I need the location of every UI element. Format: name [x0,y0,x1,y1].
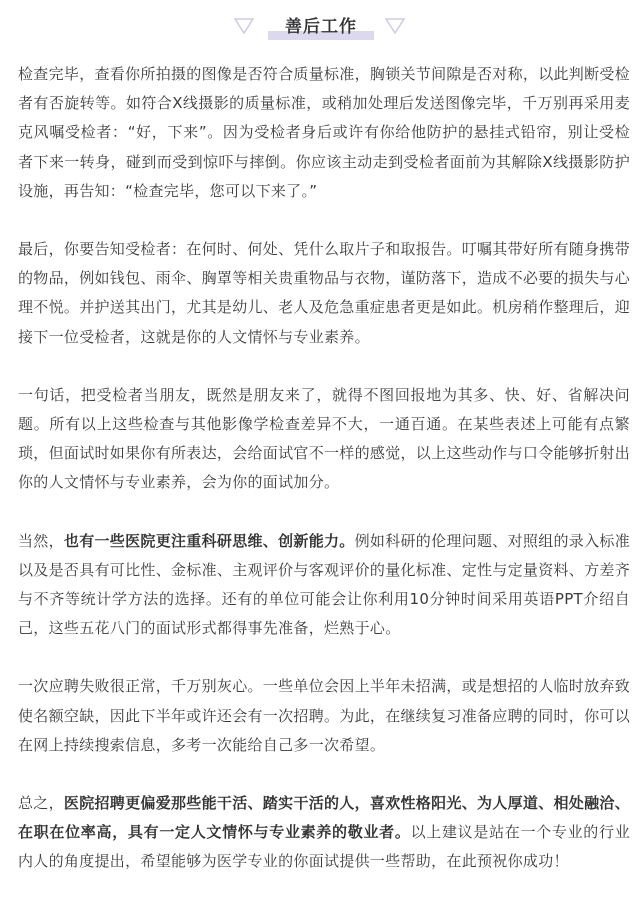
text-span: 最后，你要告知受检者：在何时、何处、凭什么取片子和取报告。叮嘱其带好所有随身携带的物品，例如钱包、雨伞、胸罩等相关贵重物品与衣物，谨防落下，造成不必要的损失与心理不悦。并护送其出门，尤其是幼儿、老人及危急重症患者更是如此。机房稍作整理后，迎接下一位受检者，这就是你的人文情怀与专业素养。 [18,240,631,346]
paragraph [18,235,630,352]
text-span: 总之， [18,794,64,813]
text-span: 以上建议是站在一个专业的行业内人的角度提出，希望能够为医学专业的你面试提供一些帮助，在此预祝你成功！ [18,823,630,871]
article-body [18,60,630,906]
section-title: 善后工作 [285,17,357,37]
paragraph [18,60,630,206]
text-span: 检查完毕，查看你所拍摄的图像是否符合质量标准，胸锁关节间隙是否对称，以此判断受检者有否旋转等。如符合X线摄影的质量标准，或稍加处理后发送图像完毕，千万别再采用麦克风嘱受检者：“好，下来”。因为受检者身后或许有你给他防护的悬挂式铅帘，别让受检者下来一转身，碰到而受到惊吓与摔倒。你应该主动走到受检者面前为其解除X线摄影防护设施，再告知：“检查完毕，您可以下来了。” [18,65,631,200]
text-span: 例如科研的伦理问题、对照组的录入标准以及是否具有可比性、金标准、主观评价与客观评价的量化标准、定性与定量资料、方差齐与不齐等统计学方法的选择。还有的单位可能会让你利用10分钟时间采用英语PPT介绍自己，这些五花八门的面试形式都得事先准备，烂熟于心。 [18,531,631,638]
bold-text: 医院招聘更偏爱那些能干活、踏实干活的人，喜欢性格阳光、为人厚道、相处融洽、在职在位率高，具有一定人文情怀与专业素养的敬业者。 [18,794,631,842]
text-span: 一次应聘失败很正常，千万别灰心。一些单位会因上半年未招满，或是想招的人临时放弃致使名额空缺，因此下半年或许还会有一次招聘。为此，在继续复习准备应聘的同时，你可以在网上持续搜索信息，多考一次能给自己多一次希望。 [18,677,631,754]
section-title-wrap [262,14,380,42]
text-span: 一句话，把受检者当朋友，既然是朋友来了，就得不图回报地为其多、快、好、省解决问题。所有以上这些检查与其他影像学检查差异不大，一通百通。在某些表述上可能有点繁琐，但面试时如果你有所表达，会给面试官不一样的感觉，以上这些动作与口令能够折射出你的人文情怀与专业素养，会为你的面试加分。 [18,385,631,492]
section-header [0,14,641,42]
paragraph [18,789,630,877]
paragraph [18,527,630,644]
paragraph [18,381,630,498]
text-span: 当然， [18,531,64,550]
bold-text: 也有一些医院更注重科研思维、创新能力。 [63,531,355,550]
paragraph [18,672,630,760]
